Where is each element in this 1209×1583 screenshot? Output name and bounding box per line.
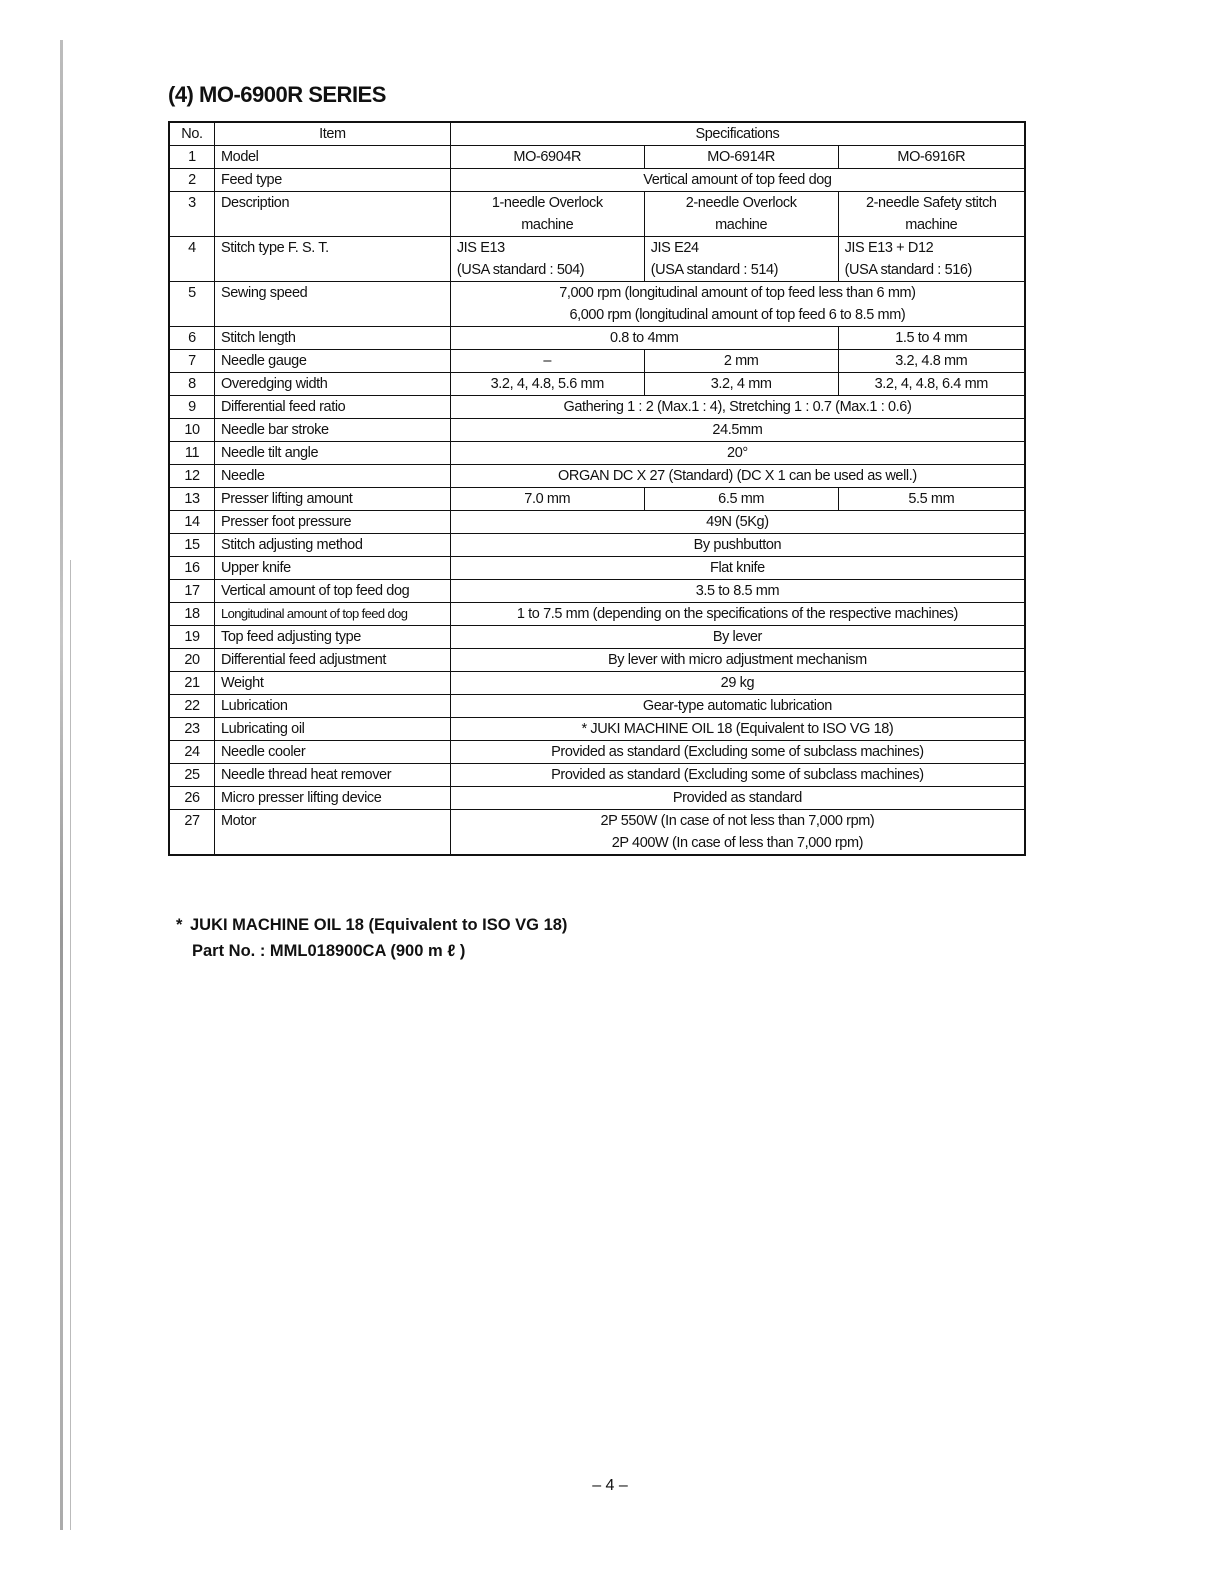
spec-line: JIS E13 + D12 [844, 240, 934, 256]
spec-line: 2-needle Safety stitch [865, 195, 997, 211]
table-row [169, 580, 1025, 603]
spec-value: 3.2, 4, 4.8, 6.4 mm [838, 373, 1025, 396]
row-item: Description [214, 192, 450, 237]
spec-value: 3.2, 4 mm [644, 373, 838, 396]
table-row [169, 718, 1025, 741]
row-no: 7 [169, 350, 214, 373]
spec-line: JIS E13 [456, 240, 505, 256]
row-item: Model [214, 146, 450, 169]
row-no: 23 [169, 718, 214, 741]
spec-value: Flat knife [450, 557, 1025, 580]
table-row [169, 373, 1025, 396]
header-item: Item [214, 122, 450, 146]
footnote-part-number: Part No. : MML018900CA (900 m ℓ ) [192, 942, 466, 960]
table-row [169, 557, 1025, 580]
spec-line: JIS E24 [650, 240, 699, 256]
row-no: 14 [169, 511, 214, 534]
row-item: Overedging width [214, 373, 450, 396]
spec-value [644, 192, 838, 237]
table-row [169, 282, 1025, 327]
spec-value: 1 to 7.5 mm (depending on the specifications of the respective machines) [450, 603, 1025, 626]
row-no: 20 [169, 649, 214, 672]
header-no: No. [169, 122, 214, 146]
row-no: 21 [169, 672, 214, 695]
table-row [169, 396, 1025, 419]
row-no: 5 [169, 282, 214, 327]
row-no: 19 [169, 626, 214, 649]
spec-value: 2 mm [644, 350, 838, 373]
table-row [169, 237, 1025, 282]
row-no: 15 [169, 534, 214, 557]
row-no: 3 [169, 192, 214, 237]
row-item: Differential feed ratio [214, 396, 450, 419]
spec-value: By pushbutton [450, 534, 1025, 557]
table-row [169, 488, 1025, 511]
model-cell: MO-6916R [838, 146, 1025, 169]
table-row [169, 169, 1025, 192]
table-row [169, 603, 1025, 626]
spec-value [838, 237, 1025, 282]
spec-value: 24.5mm [450, 419, 1025, 442]
table-row [169, 741, 1025, 764]
spec-value: * JUKI MACHINE OIL 18 (Equivalent to ISO VG 18) [450, 718, 1025, 741]
spec-line: machine [905, 217, 958, 233]
row-no: 8 [169, 373, 214, 396]
spec-value: 0.8 to 4mm [450, 327, 838, 350]
row-item: Micro presser lifting device [214, 787, 450, 810]
spec-value [450, 282, 1025, 327]
row-item: Stitch adjusting method [214, 534, 450, 557]
spec-value: ORGAN DC X 27 (Standard) (DC X 1 can be used as well.) [450, 465, 1025, 488]
spec-value: 20° [450, 442, 1025, 465]
row-item: Presser foot pressure [214, 511, 450, 534]
spec-line: (USA standard : 516) [844, 262, 972, 278]
row-item: Upper knife [214, 557, 450, 580]
table-row [169, 146, 1025, 169]
page-number: – 4 – [592, 1477, 628, 1494]
row-no: 18 [169, 603, 214, 626]
scan-edge [60, 40, 63, 1530]
spec-value: 6.5 mm [644, 488, 838, 511]
row-item: Needle [214, 465, 450, 488]
row-item: Presser lifting amount [214, 488, 450, 511]
spec-value: Gathering 1 : 2 (Max.1 : 4), Stretching 1 : 0.7 (Max.1 : 0.6) [450, 396, 1025, 419]
row-no: 17 [169, 580, 214, 603]
model-cell: MO-6914R [644, 146, 838, 169]
table-row [169, 327, 1025, 350]
table-row [169, 764, 1025, 787]
row-item: Longitudinal amount of top feed dog [214, 603, 450, 626]
spec-value: By lever [450, 626, 1025, 649]
table-row [169, 626, 1025, 649]
table-row [169, 649, 1025, 672]
spec-value: 49N (5Kg) [450, 511, 1025, 534]
header-spec: Specifications [450, 122, 1025, 146]
spec-value: 29 kg [450, 672, 1025, 695]
row-no: 26 [169, 787, 214, 810]
spec-value [450, 810, 1025, 856]
row-item: Vertical amount of top feed dog [214, 580, 450, 603]
page-title: (4) MO-6900R SERIES [168, 82, 386, 107]
spec-value: Gear-type automatic lubrication [450, 695, 1025, 718]
spec-line: (USA standard : 504) [456, 262, 585, 278]
spec-line: 1-needle Overlock [491, 195, 603, 211]
spec-value [450, 192, 644, 237]
row-item: Feed type [214, 169, 450, 192]
spec-value: Provided as standard (Excluding some of subclass machines) [450, 741, 1025, 764]
row-no: 25 [169, 764, 214, 787]
spec-value [450, 237, 644, 282]
spec-line: (USA standard : 514) [650, 262, 779, 278]
row-item: Differential feed adjustment [214, 649, 450, 672]
row-item: Needle cooler [214, 741, 450, 764]
spec-line: machine [715, 217, 768, 233]
spec-value: 5.5 mm [838, 488, 1025, 511]
row-no: 16 [169, 557, 214, 580]
row-no: 4 [169, 237, 214, 282]
row-item: Needle tilt angle [214, 442, 450, 465]
row-no: 6 [169, 327, 214, 350]
spec-value [838, 192, 1025, 237]
table-row [169, 350, 1025, 373]
table-row [169, 511, 1025, 534]
table-row [169, 442, 1025, 465]
spec-value: 3.2, 4.8 mm [838, 350, 1025, 373]
footnote [176, 912, 567, 964]
table-row [169, 672, 1025, 695]
spec-value: 3.2, 4, 4.8, 5.6 mm [450, 373, 644, 396]
row-no: 1 [169, 146, 214, 169]
table-row [169, 419, 1025, 442]
spec-value: Provided as standard (Excluding some of subclass machines) [450, 764, 1025, 787]
table-row [169, 810, 1025, 856]
row-no: 10 [169, 419, 214, 442]
spec-line: 2-needle Overlock [685, 195, 797, 211]
model-cell: MO-6904R [450, 146, 644, 169]
spec-line: 7,000 rpm (longitudinal amount of top feed less than 6 mm) [559, 285, 916, 301]
spec-line: 2P 400W (In case of less than 7,000 rpm) [611, 835, 864, 851]
spec-line: 6,000 rpm (longitudinal amount of top feed 6 to 8.5 mm) [569, 307, 906, 323]
row-item: Weight [214, 672, 450, 695]
row-item: Stitch length [214, 327, 450, 350]
spec-table [168, 121, 1026, 856]
row-no: 27 [169, 810, 214, 856]
row-no: 9 [169, 396, 214, 419]
row-item: Lubricating oil [214, 718, 450, 741]
spec-value: Vertical amount of top feed dog [450, 169, 1025, 192]
header-row [169, 122, 1025, 146]
spec-value: By lever with micro adjustment mechanism [450, 649, 1025, 672]
footnote-star: * [176, 916, 183, 934]
spec-value: 7.0 mm [450, 488, 644, 511]
row-item: Sewing speed [214, 282, 450, 327]
row-no: 13 [169, 488, 214, 511]
footnote-oil: JUKI MACHINE OIL 18 (Equivalent to ISO VG 18) [190, 916, 568, 934]
table-row [169, 695, 1025, 718]
spec-line: machine [521, 217, 574, 233]
row-item: Lubrication [214, 695, 450, 718]
row-item: Needle thread heat remover [214, 764, 450, 787]
row-no: 24 [169, 741, 214, 764]
spec-value: – [450, 350, 644, 373]
spec-value [644, 237, 838, 282]
spec-line: 2P 550W (In case of not less than 7,000 rpm) [600, 813, 875, 829]
row-item: Stitch type F. S. T. [214, 237, 450, 282]
table-row [169, 534, 1025, 557]
table-row [169, 192, 1025, 237]
row-item: Needle bar stroke [214, 419, 450, 442]
row-item: Motor [214, 810, 450, 856]
row-no: 22 [169, 695, 214, 718]
row-item: Needle gauge [214, 350, 450, 373]
table-row [169, 787, 1025, 810]
row-no: 12 [169, 465, 214, 488]
row-no: 2 [169, 169, 214, 192]
scan-edge-line [70, 560, 71, 1530]
table-row [169, 465, 1025, 488]
row-no: 11 [169, 442, 214, 465]
spec-value: Provided as standard [450, 787, 1025, 810]
spec-value: 3.5 to 8.5 mm [450, 580, 1025, 603]
spec-value: 1.5 to 4 mm [838, 327, 1025, 350]
row-item: Top feed adjusting type [214, 626, 450, 649]
